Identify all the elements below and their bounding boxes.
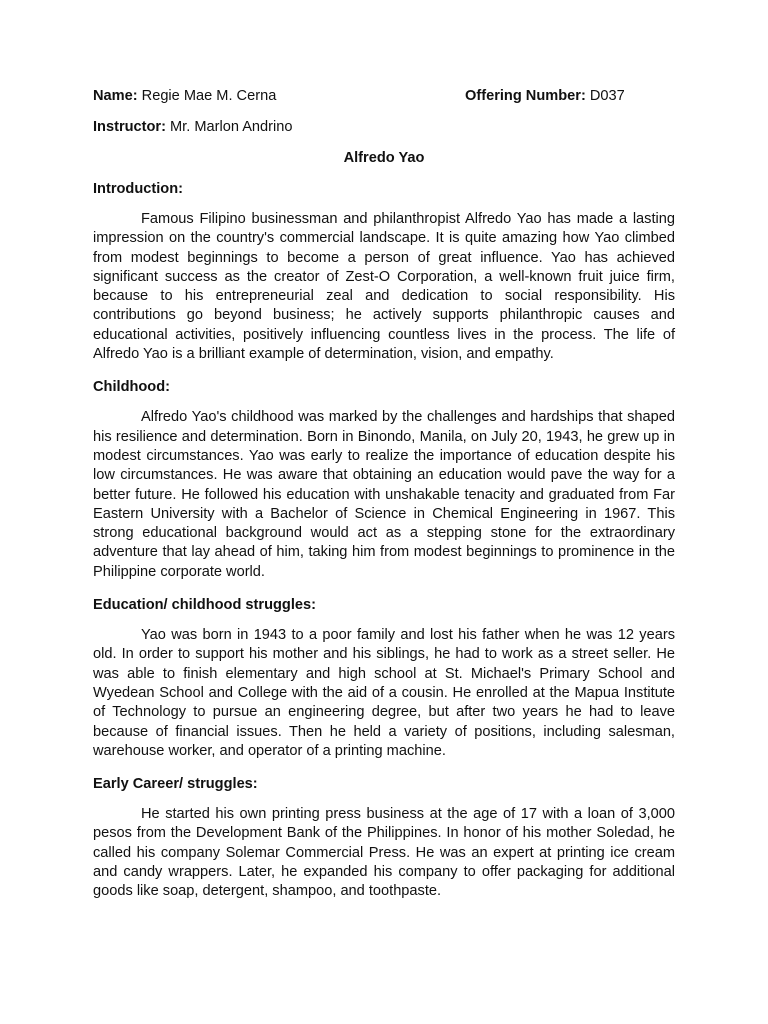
- instructor-label: Instructor:: [93, 119, 166, 135]
- section-paragraph: Yao was born in 1943 to a poor family and lost his father when he was 12 years old. In order to support his mother and his siblings, he had to work as a street seller. He was able to finish elementary and high school at St. Michael's Primary School and Wyedean School and College with the aid of a cousin. He enrolled at the Mapua Institute of Technology to pursue an engineering degree, but after two years he had to leave because of financial issues. Then he held a variety of positions, including salesman, warehouse worker, and operator of a printing machine.: [93, 627, 675, 759]
- offering-label: Offering Number:: [465, 88, 586, 104]
- name-value: Regie Mae M. Cerna: [137, 88, 277, 104]
- section-paragraph: He started his own printing press business at the age of 17 with a loan of 3,000 pesos from the Development Bank of the Philippines. In honor of his mother Soledad, he called his company Solemar Commercial Press. He was an expert at printing ice cream and candy wrappers. Later, he expanded his company to offer packaging for additional goods like soap, detergent, shampoo, and toothpaste.: [93, 806, 675, 900]
- section-introduction: [93, 179, 675, 364]
- section-childhood: [93, 377, 675, 582]
- offering-value: D037: [585, 88, 625, 104]
- document-page: [93, 86, 675, 902]
- name-field: [93, 88, 276, 104]
- offering-field: [465, 86, 625, 106]
- instructor-value: Mr. Marlon Andrino: [165, 119, 293, 135]
- document-title: Alfredo Yao: [343, 150, 425, 166]
- section-heading: Early Career/ struggles:: [93, 776, 258, 793]
- section-paragraph: Famous Filipino businessman and philanthropist Alfredo Yao has made a lasting impression on the country's commercial landscape. It is quite amazing how Yao climbed from modest beginnings to become a person of great influence. Yao has achieved significant success as the creator of Zest-O Corporation, a well-known fruit juice firm, because to his entrepreneurial zeal and dedication to social responsibility. His contributions go beyond business; he actively supports philanthropic causes and educational activities, positively influencing countless lives in the process. The life of Alfredo Yao is a brilliant example of determination, vision, and empathy.: [93, 211, 675, 363]
- name-label: Name:: [93, 88, 138, 104]
- section-paragraph: Alfredo Yao's childhood was marked by the challenges and hardships that shaped his resilience and determination. Born in Binondo, Manila, on July 20, 1943, he grew up in modest circumstances. Yao was early to realize the importance of education despite his low circumstances. He was aware that obtaining an education would pave the way for a better future. He followed his education with unshakable tenacity and graduated from Far Eastern University with a Bachelor of Science in Chemical Engineering in 1967. This strong educational background would act as a stepping stone for the extraordinary adventure that lay ahead of him, taking him from modest beginnings to prominence in the Philippine corporate world.: [93, 409, 675, 580]
- instructor-field: [93, 117, 675, 137]
- section-early-career: [93, 774, 675, 901]
- section-education-struggles: [93, 595, 675, 761]
- header-row: [93, 86, 675, 106]
- section-heading: Education/ childhood struggles:: [93, 597, 316, 614]
- section-heading: Childhood:: [93, 379, 170, 396]
- section-heading: Introduction:: [93, 181, 183, 197]
